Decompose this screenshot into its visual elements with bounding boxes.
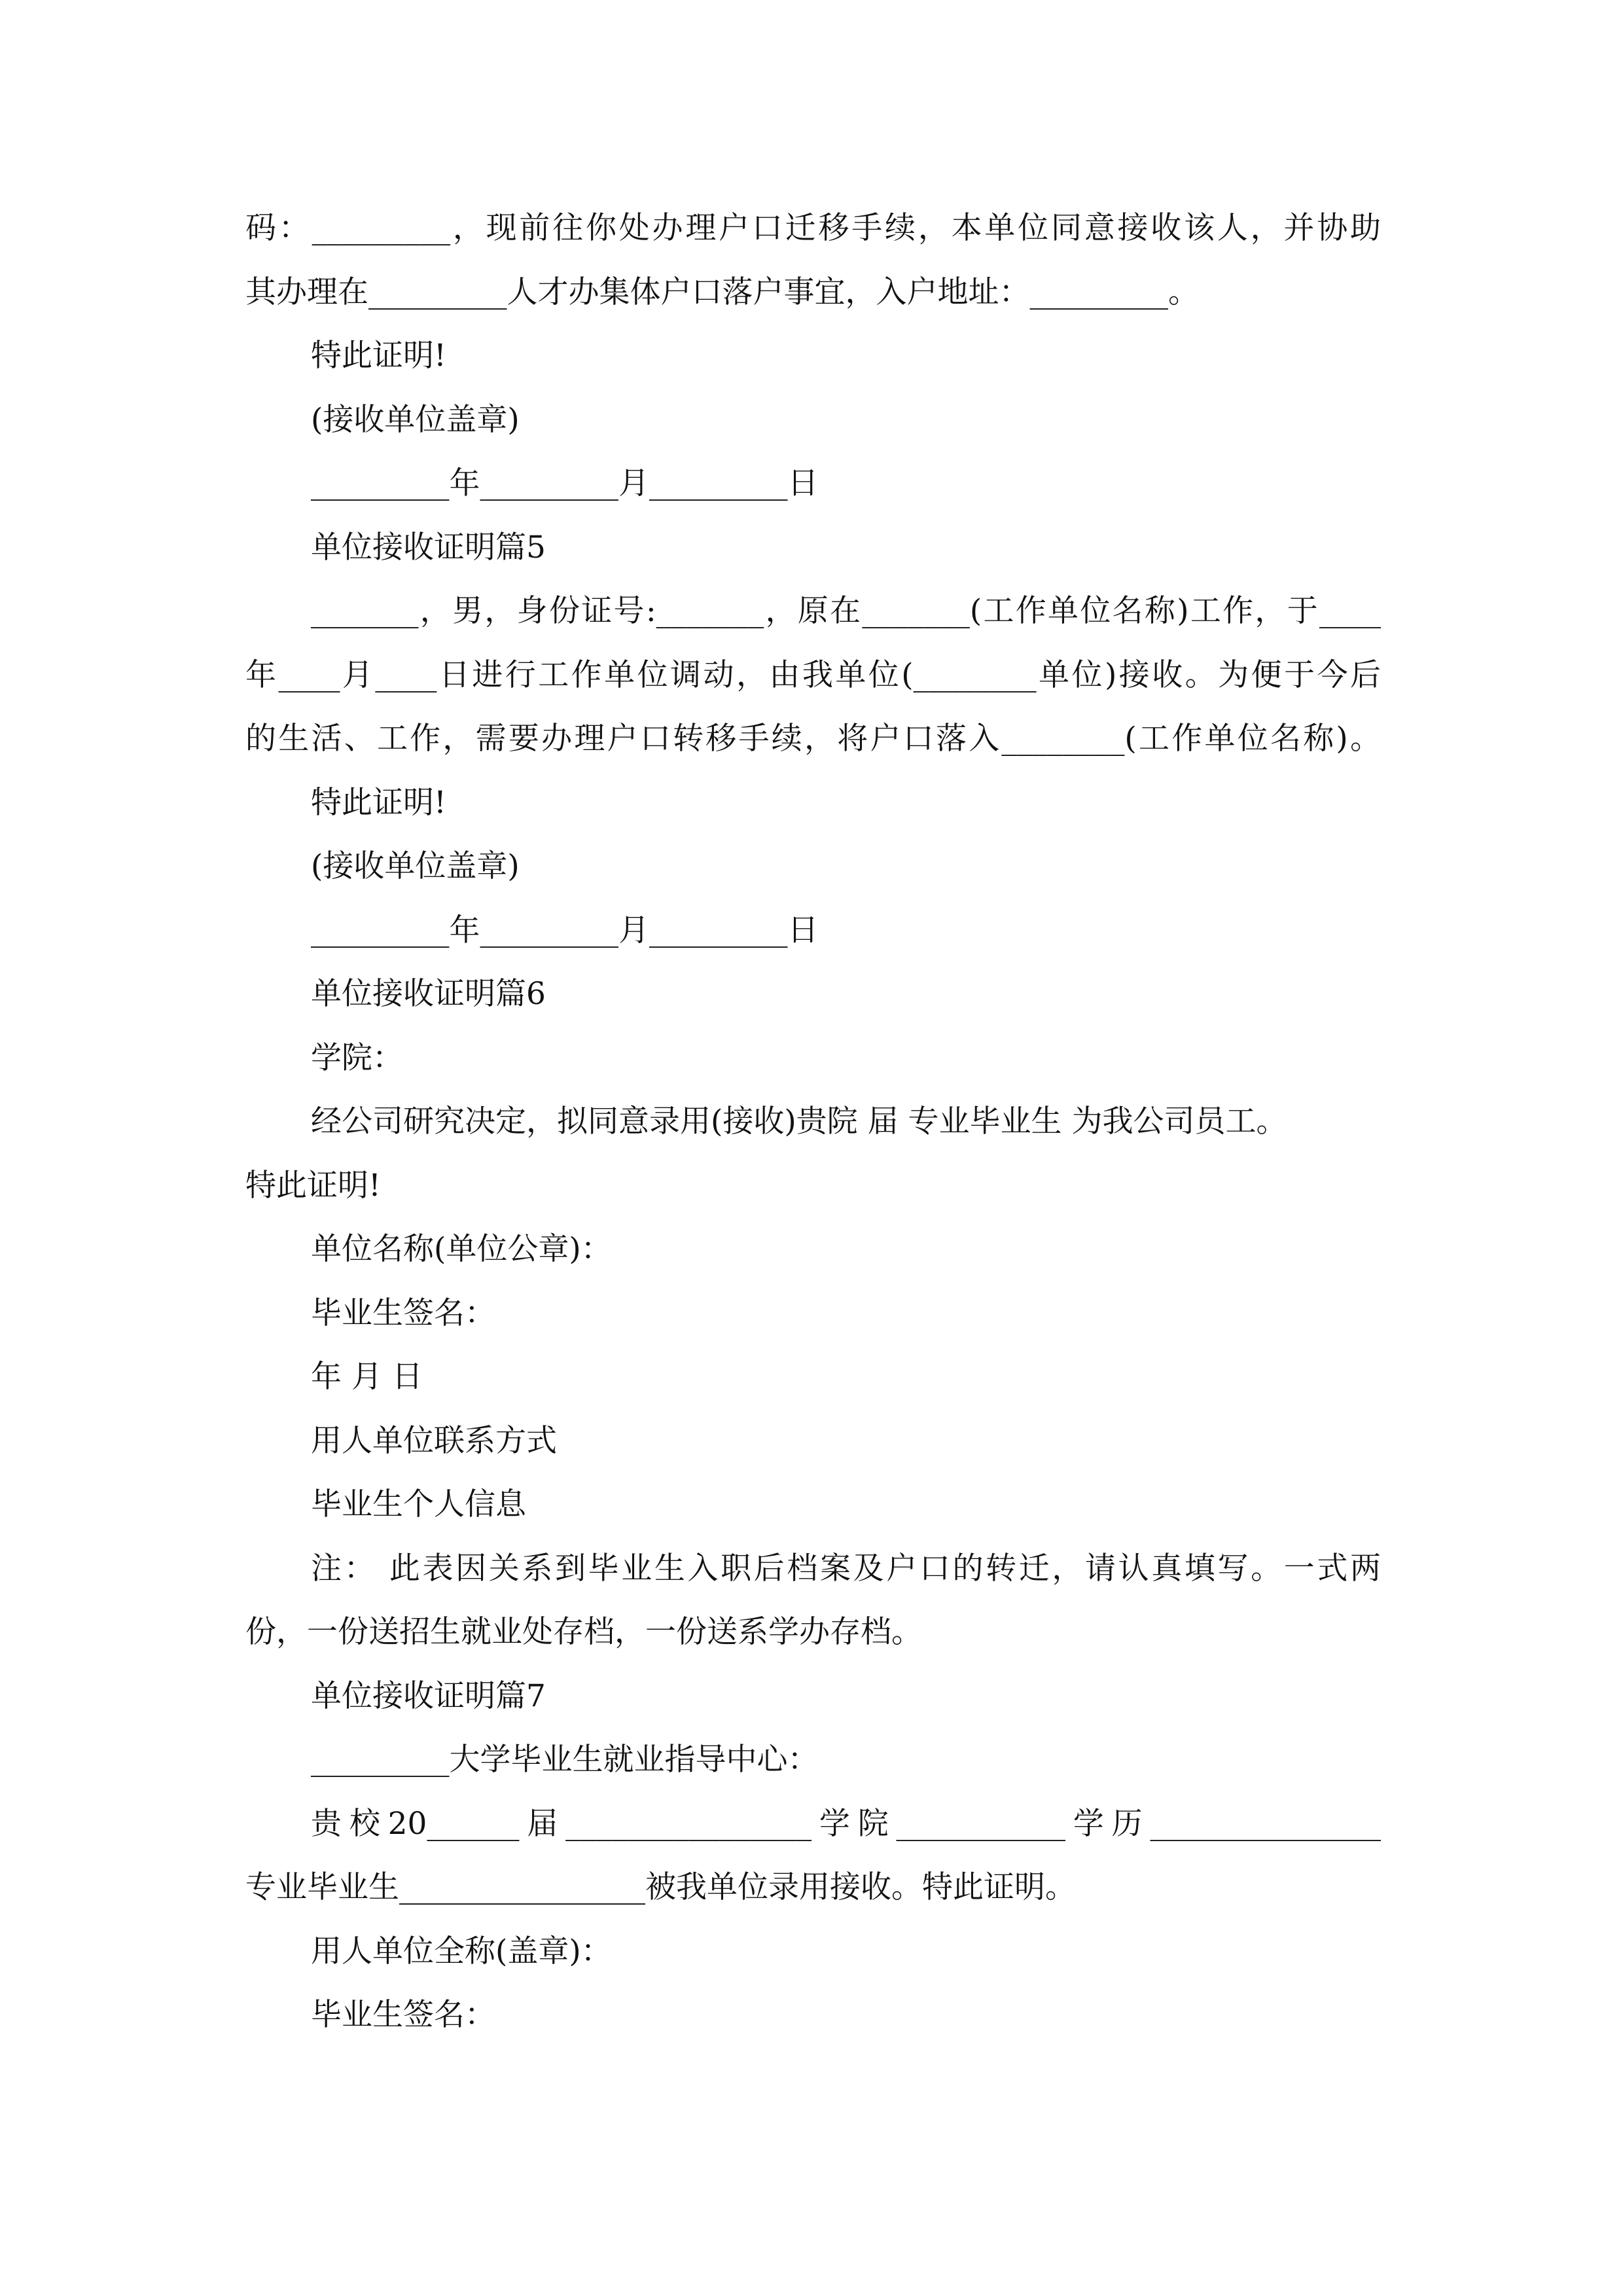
text-line: 用人单位联系方式: [311, 1422, 557, 1459]
text-line: 单位接收证明篇7: [311, 1677, 546, 1714]
text-line: 专业毕业生________________被我单位录用接收。特此证明。: [245, 1869, 1076, 1905]
text-line: 份，一份送招生就业处存档，一份送系学办存档。: [245, 1614, 922, 1650]
text-line: 年 月 日: [311, 1359, 423, 1395]
text-line: 其办理在_________人才办集体户口落户事宜，入户地址：_________。: [245, 274, 1199, 310]
text-line: 特此证明!: [245, 1167, 381, 1204]
document-body: [245, 196, 1381, 2047]
text-line: 毕业生个人信息: [311, 1486, 526, 1522]
text-line: 特此证明!: [311, 338, 446, 374]
text-line: 单位名称(单位公章)：: [311, 1231, 612, 1267]
text-line: 注： 此表因关系到毕业生入职后档案及户口的转迁，请认真填写。一式两: [311, 1550, 1381, 1587]
text-line: (接收单位盖章): [311, 401, 520, 438]
text-line: (接收单位盖章): [311, 848, 520, 884]
text-line: 单位接收证明篇6: [311, 976, 546, 1012]
text-line: 年____月____日进行工作单位调动，由我单位(________单位)接收。为便于今后: [245, 656, 1381, 693]
text-line: 的生活、工作，需要办理户口转移手续，将户口落入________(工作单位名称)。: [245, 721, 1381, 757]
text-line: 毕业生签名：: [311, 1997, 495, 2033]
text-line: _______，男，身份证号:_______，原在_______(工作单位名称)工作，于____: [311, 593, 1381, 629]
text-line: 学院：: [311, 1039, 403, 1076]
text-line: 码：_________，现前往你处办理户口迁移手续，本单位同意接收该人，并协助: [245, 210, 1381, 246]
text-line: 经公司研究决定，拟同意录用(接收)贵院 届 专业毕业生 为我公司员工。: [311, 1103, 1287, 1139]
text-line: 贵校20______届________________学院___________学历_______________: [311, 1805, 1381, 1842]
text-line: _________大学毕业生就业指导中心：: [311, 1742, 819, 1778]
text-line: _________年_________月_________日: [311, 465, 819, 501]
text-line: _________年_________月_________日: [311, 912, 819, 948]
text-line: 单位接收证明篇5: [311, 529, 546, 565]
text-line: 特此证明!: [311, 784, 446, 821]
text-line: 毕业生签名：: [311, 1295, 495, 1331]
text-line: 用人单位全称(盖章)：: [311, 1933, 612, 1969]
